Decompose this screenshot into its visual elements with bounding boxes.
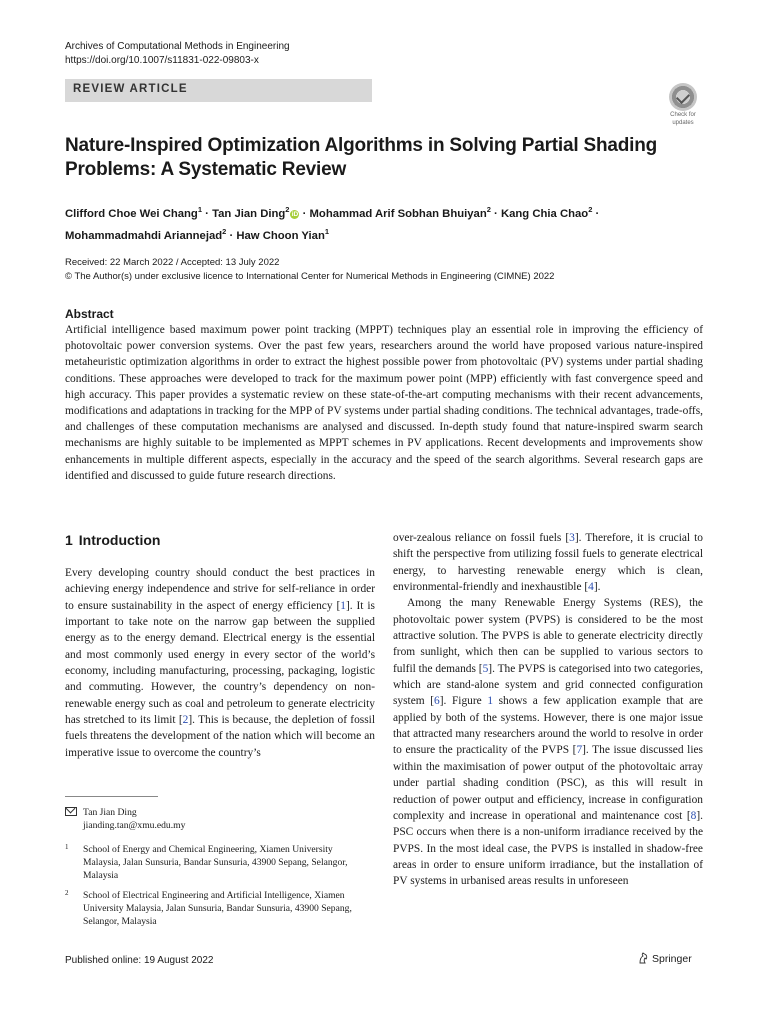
- text-run: ]. It is important to take note on the narrow gap between the supplied energy as to the energy demand. Electrical energy is the essential and most commonly used energy in every sector of the world’s economy, including manufacturing, processing, packaging, logistic and commuting. However, the country’s dependency on non-renewable energy such as coal and petroleum to generate electricity has stretched to its limit [: [65, 599, 375, 727]
- check-updates-icon: [669, 83, 697, 111]
- citation-link[interactable]: 1: [340, 599, 346, 612]
- section-title: Introduction: [78, 532, 161, 548]
- citation-link[interactable]: 3: [569, 532, 575, 544]
- text-run: ]. PSC occurs when there is a non-uniform irradiance received by the PVPS. In the most ideal case, the PVPS is installed in shadow-free areas in order to ensure uniform irradiance, but the installation of PV systems in urbanised areas results in unforeseen: [393, 809, 703, 888]
- section-heading-introduction: [65, 531, 160, 549]
- abstract-text: Artificial intelligence based maximum power point tracking (MPPT) techniques play an essential role in improving the efficiency of photovoltaic power conversion systems. Over the past few years, researchers around the world have proposed various nature-inspired metaheuristic optimization algorithms in order to extract the highest possible power from photovoltaic (PV) systems under partial shading conditions. These approaches were developed to track for the maximum power point (MPP) efficiently with fast convergence speed and high accuracy. This paper provides a systematic review on these state-of-the-art computing mechanisms with their recent advancements, modifications and adaptations in tracking for the MPP of PV systems under partial shading conditions. The technical advantages, trade-offs, and challenges of these computation mechanisms are analysed and discussed. In-depth study found that nature-inspired swarm search mechanisms are highly suitable to be implemented as MPPT schemes in PV applications. Recent developments and improvements show enhancements in multiple different aspects, especially in the accuracy and the speed of the search algorithms. Several research gaps are identified and discussed to guide future research directions.: [65, 324, 703, 482]
- check-updates-line2: updates: [672, 120, 694, 126]
- text-run: shows a few application example that are applied by both of the systems. However, there is one major issue that attracted many researchers around the world to resolve in order to ensure the practicality of the PVPS [: [393, 695, 703, 757]
- author-affiliation: 2: [486, 205, 491, 214]
- author-name[interactable]: Kang Chia Chao: [500, 207, 589, 220]
- affiliation-text: School of Electrical Engineering and Artificial Intelligence, Xiamen University Malaysia, Jalan Sunsuria, Bandar Sunsuria, 43900 Sepang, Selangor, Malaysia: [83, 890, 352, 927]
- affiliation-text: School of Energy and Chemical Engineering, Xiamen University Malaysia, Jalan Sunsuria, Bandar Sunsuria, 43900 Sepang, Selangor, Malaysia: [83, 844, 348, 881]
- author-affiliation: 2: [222, 226, 227, 236]
- abstract-heading: Abstract: [65, 307, 114, 321]
- author-affiliation: 2: [285, 205, 290, 214]
- title-line-1: Nature-Inspired Optimization Algorithms in Solving Partial Shading: [65, 135, 658, 156]
- published-online-date: Published online: 19 August 2022: [65, 955, 214, 966]
- title-line-2: Problems: A Systematic Review: [65, 159, 347, 180]
- author-affiliation: 1: [324, 226, 330, 236]
- citation-link[interactable]: 2: [182, 714, 189, 727]
- envelope-icon: [65, 807, 77, 816]
- affiliation-number: 2: [65, 889, 69, 897]
- check-for-updates-badge[interactable]: [663, 83, 703, 126]
- corresponding-author-email[interactable]: jianding.tan@xmu.edu.my: [83, 820, 186, 831]
- article-type-banner: [65, 79, 372, 102]
- text-run: ].: [593, 581, 601, 594]
- publisher-name: Springer: [652, 953, 692, 965]
- check-updates-line1: Check for: [670, 112, 696, 118]
- springer-horse-icon: [637, 952, 649, 964]
- text-run: over-zealous reliance on fossil fuels [: [393, 532, 570, 544]
- author-name[interactable]: Mohammad Arif Sobhan Bhuiyan: [309, 207, 487, 220]
- paragraph: [393, 530, 703, 595]
- text-run: ]. Figure: [439, 695, 488, 708]
- orcid-icon[interactable]: iD: [291, 210, 299, 218]
- paragraph: [65, 565, 375, 761]
- author-affiliation: 1: [197, 205, 203, 214]
- copyright-notice: © The Author(s) under exclusive licence to International Center for Numerical Methods in Engineering (CIMNE) 2022: [65, 271, 555, 282]
- citation-link[interactable]: 8: [690, 809, 697, 822]
- text-run: Every developing country should conduct the best practices in achieving energy independence and strive for self-reliance in order to ensure sustainability in the aspect of energy efficiency [: [65, 567, 375, 612]
- author-list: Clifford Choe Wei Chang$^1$ · Tan Jian Ding$^2$iD · Mohammad Arif Sobhan Bhuiyan$^2$ · Kang Chia Chao$^2$ · Mohammadmahdi Ariannejad$^2$ · Haw Choon Yian$^1$: [65, 205, 600, 242]
- footnote-divider: [65, 796, 158, 797]
- citation-link[interactable]: 5: [482, 662, 489, 675]
- body-column-left: [65, 565, 375, 761]
- paper-title: [65, 134, 665, 182]
- text-run: ]. The issue discussed lies within the maximisation of power output of the photovoltaic array under partial shading condition (PSC), as this will result in reduction of power output and efficiency, increase in configuration complexity and increase in operational and maintenance cost [: [393, 744, 703, 822]
- paragraph: [393, 595, 703, 889]
- author-name[interactable]: Haw Choon Yian: [236, 229, 325, 242]
- section-number: 1: [65, 532, 73, 548]
- citation-link[interactable]: 4: [588, 581, 594, 594]
- text-run: ]. The PVPS is categorised into two categories, which are stand-alone system and grid connected configuration system [: [393, 662, 703, 708]
- author-affiliation: 2: [588, 205, 593, 214]
- journal-name: Archives of Computational Methods in Engineering: [65, 41, 290, 52]
- citation-link[interactable]: 7: [576, 744, 583, 757]
- author-name[interactable]: Clifford Choe Wei Chang: [65, 207, 198, 220]
- author-name[interactable]: Tan Jian Ding: [212, 207, 286, 220]
- publisher-logo[interactable]: [637, 952, 692, 966]
- text-run: ]. This is because, the depletion of fossil fuels threatens the development of the nation which will become an imperative issue to overcome the country’s: [65, 714, 375, 759]
- affiliation-number: 1: [65, 843, 69, 851]
- citation-link[interactable]: 6: [434, 695, 440, 708]
- received-accepted-dates: Received: 22 March 2022 / Accepted: 13 July 2022: [65, 257, 280, 268]
- text-run: ]. Therefore, it is crucial to shift the perspective from utilizing fossil fuels to generate electrical energy, to harvesting renewable energy which is clean, environmental-friendly and inexhaustible [: [393, 532, 703, 594]
- corresponding-author-name: Tan Jian Ding: [83, 807, 137, 818]
- figure-link[interactable]: 1: [487, 695, 494, 708]
- article-type-label: REVIEW ARTICLE: [73, 83, 188, 95]
- body-column-right: [393, 530, 703, 890]
- author-name[interactable]: Mohammadmahdi Ariannejad: [65, 229, 223, 242]
- text-run: Among the many Renewable Energy Systems (RES), the photovoltaic power system (PVPS) is considered to be the most attractive solution. The PVPS is able to generate electricity directly from sunlight, which then can be supplied to various sectors to fulfil the demands [: [393, 597, 703, 675]
- doi-link[interactable]: https://doi.org/10.1007/s11831-022-09803-x: [65, 55, 259, 66]
